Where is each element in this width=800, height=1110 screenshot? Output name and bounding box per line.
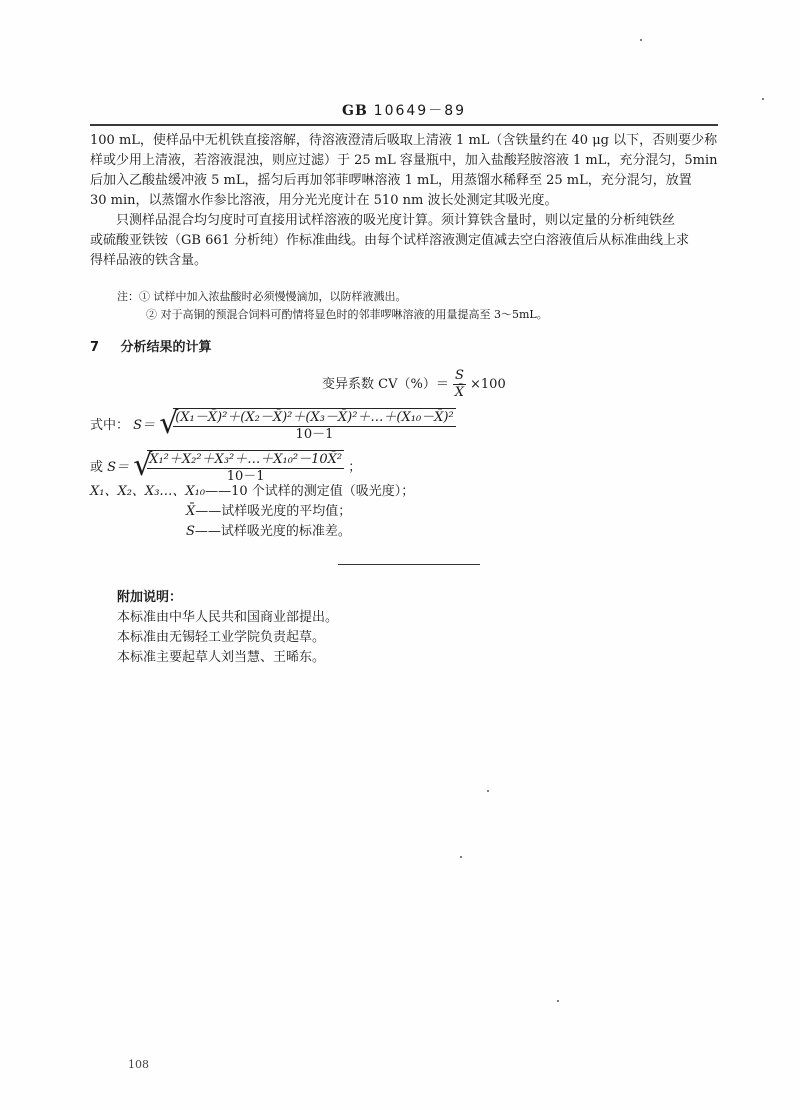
section-heading <box>90 336 212 355</box>
standard-prefix: GB <box>341 103 368 119</box>
scan-speck <box>762 98 764 100</box>
text-line: 或硫酸亚铁铵（GB 661 分析纯）作标准曲线。由每个试样溶液测定值减去空白溶液值后从标准曲线上求 <box>90 233 690 248</box>
radical-icon: √ <box>159 406 179 441</box>
definition-stddev <box>186 522 351 542</box>
note-1: 注：① 试样中加入浓盐酸时必须慢慢滴加，以防样液溅出。 <box>117 290 407 303</box>
scan-speck <box>640 39 642 41</box>
section-number: 7 <box>90 340 100 355</box>
cv-fraction <box>453 368 466 401</box>
s2-tail: ； <box>348 460 362 475</box>
s-formula-1 <box>90 408 456 443</box>
appendix-line: 本标准由中华人民共和国商业部提出。 <box>117 610 339 625</box>
appendix-title: 附加说明： <box>117 590 183 605</box>
appendix <box>117 588 338 668</box>
text-line: 样或少用上清液，若溶液混浊，则应过滤）于 25 mL 容量瓶中，加入盐酸羟胺溶液 1 mL，充分混匀，5min <box>90 153 718 168</box>
cv-numerator: S <box>454 368 464 383</box>
definition-text: ——试样吸光度的标准差。 <box>194 524 351 539</box>
page-header <box>90 100 718 120</box>
appendix-line: 本标准主要起草人刘当慧、王晞东。 <box>117 650 326 665</box>
page-number: 108 <box>128 1058 149 1071</box>
standard-number: 10649－89 <box>373 103 467 119</box>
definition-x-values <box>90 482 414 502</box>
definition-symbol: X̄ <box>186 504 196 519</box>
definition-text: ——10 个试样的测定值（吸光度）； <box>205 484 415 499</box>
text-line: 30 min，以蒸馏水作参比溶液，用分光光度计在 510 nm 波长处测定其吸光度。 <box>90 193 558 208</box>
s-formula-2 <box>90 450 361 485</box>
definition-text: ——试样吸光度的平均值； <box>195 504 352 519</box>
s1-numerator: (X₁－X̄)²＋(X₂－X̄)²＋(X₃－X̄)²＋…＋(X₁₀－X̄)² <box>175 410 454 425</box>
text-line: 100 mL，使样品中无机铁直接溶解，待溶液澄清后吸取上清液 1 mL（含铁量约在 40 μg 以下，否则要少称 <box>90 133 718 148</box>
paragraph-standard-curve <box>90 211 718 271</box>
cv-multiplier: ×100 <box>470 377 506 392</box>
scan-speck <box>557 1000 559 1002</box>
cv-formula <box>322 368 506 401</box>
header-rule <box>90 124 718 126</box>
s1-fraction <box>173 410 456 443</box>
s1-label: 式中： <box>90 418 130 433</box>
scan-speck <box>487 790 489 792</box>
s2-numerator: X₁²＋X₂²＋X₃²＋…＋X₁₀²－10X̄² <box>149 452 343 467</box>
s2-fraction <box>147 452 344 485</box>
section-title: 分析结果的计算 <box>120 340 212 355</box>
text-line: 只测样品混合均匀度时可直接用试样溶液的吸光度计算。须计算铁含量时，则以定量的分析纯铁丝 <box>116 213 676 228</box>
sqrt-expression <box>159 408 456 443</box>
s2-denominator: 10－1 <box>226 469 265 484</box>
radical-icon: √ <box>133 448 153 483</box>
definition-symbol: X₁、X₂、X₃…、X₁₀ <box>90 484 206 499</box>
cv-denominator: X̄ <box>454 385 465 400</box>
appendix-line: 本标准由无锡轻工业学院负责起草。 <box>117 630 326 645</box>
s2-lhs: S＝ <box>107 460 130 475</box>
scan-speck <box>460 856 462 858</box>
s1-lhs: S＝ <box>133 418 156 433</box>
text-line: 后加入乙酸盐缓冲液 5 mL，摇匀后再加邻菲啰啉溶液 1 mL，用蒸馏水稀释至 25 mL，充分混匀，放置 <box>90 173 692 188</box>
cv-label: 变异系数 CV（%）＝ <box>322 377 449 392</box>
definition-mean <box>186 502 351 522</box>
definition-symbol: S <box>186 524 195 539</box>
s1-denominator: 10－1 <box>295 427 334 442</box>
paragraph-procedure <box>90 131 718 211</box>
text-line: 得样品液的铁含量。 <box>90 253 208 268</box>
note-2: ② 对于高铜的预混合饲料可酌情将显色时的邻菲啰啉溶液的用量提高至 3～5mL。 <box>146 308 548 321</box>
sqrt-expression <box>133 450 344 485</box>
s2-label: 或 <box>90 460 104 475</box>
end-rule <box>338 564 480 565</box>
